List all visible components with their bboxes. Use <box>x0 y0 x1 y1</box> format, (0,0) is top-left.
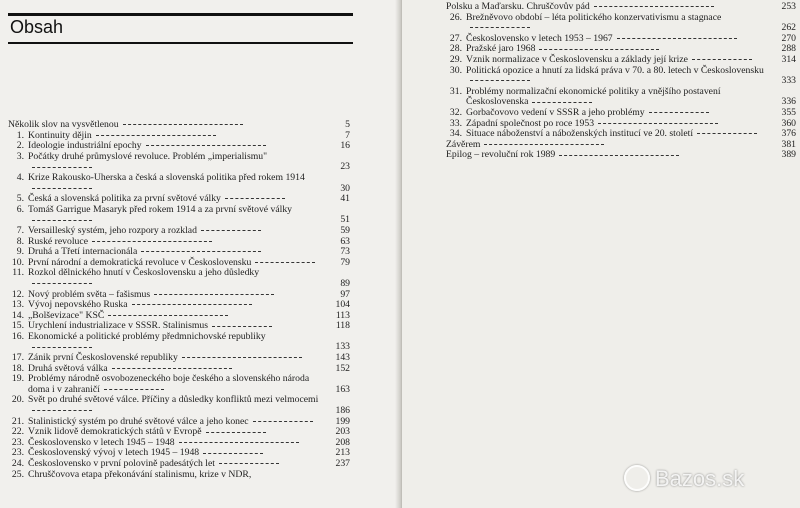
toc-entry-number: 25. <box>11 468 24 480</box>
toc-entry-title: Vznik normalizace v Československu a základy její krize <box>466 53 688 65</box>
toc-entry-title: „Bolševizace" KSČ <box>28 309 105 321</box>
toc-entry-number: 20. <box>11 394 24 406</box>
leader-dashes <box>692 59 752 60</box>
leader-dashes <box>253 421 313 422</box>
toc-entry-title-wrap <box>8 205 350 226</box>
toc-entry-title-wrap <box>446 66 796 87</box>
leader-dashes <box>132 304 252 305</box>
watermark-text: Bazos.sk <box>655 466 745 491</box>
toc-entry <box>8 173 350 194</box>
right-page <box>402 0 800 508</box>
toc-entry-number: 9. <box>16 246 24 258</box>
toc-entry-title: Chruščovova etapa překonávání stalinismu, krize v NDR, <box>28 468 252 480</box>
toc-entry-title-wrap <box>446 150 796 161</box>
toc-entry-page: 143 <box>335 352 350 364</box>
toc-entry-page: 118 <box>335 320 350 332</box>
leader-dashes <box>470 80 530 81</box>
toc-entry-number: 26. <box>449 11 462 23</box>
title-bar <box>8 13 353 44</box>
toc-entry-page: 163 <box>335 383 350 395</box>
toc-entry-page: 203 <box>335 426 350 438</box>
leader-dashes <box>141 251 261 252</box>
toc-entry-page: 270 <box>781 32 796 44</box>
toc-entry-title-wrap <box>446 13 796 34</box>
toc-entry-number: 23. <box>11 447 24 459</box>
toc-entry-page: 104 <box>335 299 350 311</box>
toc-entry-title: Nový problém světa – fašismus <box>28 288 151 300</box>
toc-entry-title: Zánik první Československé republiky <box>28 352 178 364</box>
leader-dashes <box>484 144 604 145</box>
toc-entry-title-wrap <box>8 332 350 353</box>
toc-entry-page: 41 <box>340 193 350 205</box>
toc-entry-page: 355 <box>781 106 796 118</box>
toc-entry <box>446 129 796 140</box>
toc-entry-page: 23 <box>340 161 350 173</box>
leader-dashes <box>255 262 315 263</box>
toc-entry <box>446 87 796 108</box>
toc-entry-number: 11. <box>12 267 24 279</box>
toc-list-left <box>8 120 350 480</box>
leader-dashes <box>104 389 164 390</box>
toc-entry-number: 28. <box>449 43 462 55</box>
toc-entry <box>8 395 350 416</box>
leader-dashes <box>32 347 92 348</box>
toc-entry-title-wrap <box>446 129 796 140</box>
toc-entry-page: 89 <box>340 277 350 289</box>
toc-entry-title: Situace náboženství a náboženských institucí ve 20. století <box>466 128 694 140</box>
toc-entry-title-wrap <box>8 268 350 289</box>
toc-entry-title: Česká a slovenská politika za první světové války <box>28 193 221 205</box>
toc-entry-number: 15. <box>11 320 24 332</box>
toc-entry-page: 360 <box>781 117 796 129</box>
leader-dashes <box>532 102 592 103</box>
toc-entry-page: 59 <box>340 224 350 236</box>
toc-entry-number: 32. <box>449 106 462 118</box>
toc-entry-page: 113 <box>335 309 350 321</box>
leader-dashes <box>201 230 261 231</box>
toc-entry-title: Polsku a Maďarsku. Chruščovův pád <box>446 1 590 12</box>
toc-entry-title: Brežněvovo období – léta politického konzervativismu a stagnace <box>466 11 722 23</box>
toc-entry-title: Pražské jaro 1968 <box>466 43 536 55</box>
toc-entry-number: 7. <box>16 224 24 236</box>
toc-entry-title: Československo v letech 1953 – 1967 <box>466 32 613 44</box>
toc-entry-title-wrap <box>8 470 350 481</box>
leader-dashes <box>219 463 279 464</box>
toc-entry-title: Československo v letech 1945 – 1948 <box>28 436 175 448</box>
toc-entry-number: 21. <box>11 415 24 427</box>
toc-entry-page: 314 <box>781 53 796 65</box>
leader-dashes <box>32 410 92 411</box>
toc-entry <box>8 268 350 289</box>
leader-dashes <box>146 145 266 146</box>
leader-dashes <box>697 133 757 134</box>
toc-entry-page: 237 <box>335 458 350 469</box>
page-title: Obsah <box>10 17 64 37</box>
toc-entry-page: 186 <box>335 405 350 417</box>
toc-entry-number: 8. <box>16 235 24 247</box>
leader-dashes <box>32 188 92 189</box>
toc-entry-title: Kontinuity dějin <box>28 129 92 141</box>
toc-entry-title-wrap <box>8 374 350 395</box>
toc-entry-number: 5. <box>16 193 24 205</box>
toc-entry <box>8 332 350 353</box>
toc-entry-title: Závěrem <box>446 138 481 150</box>
leader-dashes <box>182 357 302 358</box>
leader-dashes <box>123 124 243 125</box>
toc-entry-page: 213 <box>335 447 350 459</box>
leader-dashes <box>594 6 714 7</box>
toc-entry-title: Západní společnost po roce 1953 <box>466 117 595 129</box>
toc-entry-title: Gorbačovovo vedení v SSSR a jeho problémy <box>466 106 645 118</box>
leader-dashes <box>154 294 274 295</box>
toc-entry-number: 31. <box>449 85 462 97</box>
toc-entry-title: Urychlení industrializace v SSSR. Stalinismus <box>28 320 209 332</box>
toc-entry-number: 27. <box>449 32 462 44</box>
toc-entry-number: 12. <box>11 288 24 300</box>
toc-entry-page: 133 <box>335 341 350 353</box>
toc-entry <box>446 150 796 161</box>
toc-entry-page: 97 <box>340 288 350 300</box>
leader-dashes <box>225 198 285 199</box>
leader-dashes <box>108 315 228 316</box>
toc-entry-title: Vývoj nepovského Ruska <box>28 299 128 311</box>
toc-entry <box>446 13 796 34</box>
toc-entry-number: 10. <box>11 256 24 268</box>
leader-dashes <box>598 123 718 124</box>
toc-entry-page: 5 <box>345 119 350 130</box>
toc-entry-number: 17. <box>11 352 24 364</box>
toc-entry-number: 24. <box>11 458 24 469</box>
toc-entry-page: 376 <box>781 128 796 140</box>
leader-dashes <box>617 38 737 39</box>
toc-entry-page: 336 <box>781 96 796 108</box>
toc-entry-number: 4. <box>16 171 24 183</box>
toc-entry-page: 63 <box>340 235 350 247</box>
toc-entry-number: 34. <box>449 128 462 140</box>
leader-dashes <box>539 49 659 50</box>
toc-entry-title: První národní a demokratická revoluce v Československu <box>28 256 252 268</box>
toc-entry-page: 333 <box>781 75 796 87</box>
leader-dashes <box>32 167 92 168</box>
toc-entry <box>446 66 796 87</box>
toc-entry-number: 16. <box>11 330 24 342</box>
leader-dashes <box>649 112 709 113</box>
toc-entry-page: 7 <box>345 129 350 141</box>
toc-entry-page: 253 <box>781 1 796 12</box>
toc-entry-number: 29. <box>449 53 462 65</box>
toc-entry-page: 288 <box>781 43 796 55</box>
leader-dashes <box>32 283 92 284</box>
toc-entry-title: Druhá a Třetí internacionála <box>28 246 138 258</box>
toc-entry-page: 16 <box>340 140 350 152</box>
toc-entry-number: 13. <box>11 299 24 311</box>
leader-dashes <box>212 326 272 327</box>
toc-entry-page: 389 <box>781 149 796 161</box>
leader-dashes <box>92 241 212 242</box>
toc-list-right <box>446 2 796 161</box>
toc-entry-number: 2. <box>16 140 24 152</box>
toc-entry-number: 22. <box>11 426 24 438</box>
toc-entry-title-wrap <box>8 395 350 416</box>
toc-entry-page: 199 <box>335 415 350 427</box>
toc-entry <box>8 470 350 481</box>
toc-entry-title: Ruské revoluce <box>28 235 88 247</box>
toc-entry-title: Problémy normalizační ekonomické politiky a vnějšího postavení Československa <box>466 85 721 108</box>
leader-dashes <box>470 27 530 28</box>
toc-entry <box>8 152 350 173</box>
toc-entry-page: 152 <box>335 362 350 374</box>
toc-entry-number: 19. <box>11 373 24 385</box>
toc-entry-page: 30 <box>340 182 350 194</box>
toc-entry-title: Rozkol dělnického hnutí v Československu a jeho důsledky <box>28 267 260 279</box>
leader-dashes <box>112 368 232 369</box>
toc-entry-title: Počátky druhé průmyslové revoluce. Problém „imperialismu" <box>28 150 268 162</box>
toc-entry-page: 79 <box>340 256 350 268</box>
leader-dashes <box>206 432 266 433</box>
toc-entry-number: 18. <box>11 362 24 374</box>
toc-entry-title: Politická opozice a hnutí za lidská práva v 70. a 80. letech v Československu <box>466 64 764 76</box>
toc-entry-title-wrap <box>446 87 796 108</box>
leader-dashes <box>179 442 299 443</box>
toc-entry-title: Problémy národně osvobozeneckého boje českého a slovenského národa doma i v zahraničí <box>28 373 310 395</box>
toc-entry-page: 208 <box>335 436 350 448</box>
toc-entry-page: 73 <box>340 246 350 258</box>
toc-entry-title: Ekonomické a politické problémy předmnichovské republiky <box>28 330 266 342</box>
toc-entry-title: Několik slov na vysvětlenou <box>8 119 119 130</box>
toc-entry-title: Československý vývoj v letech 1945 – 1948 <box>28 447 200 459</box>
leader-dashes <box>559 155 679 156</box>
leader-dashes <box>203 453 263 454</box>
toc-entry-number: 33. <box>449 117 462 129</box>
toc-entry-title: Svět po druhé světové válce. Příčiny a důsledky konfliktů mezi velmocemi <box>28 394 319 406</box>
toc-entry-number: 6. <box>16 203 24 215</box>
toc-entry-title-wrap <box>8 152 350 173</box>
toc-entry-title: Stalinistický systém po druhé světové válce a jeho konec <box>28 415 249 427</box>
toc-entry-number: 30. <box>449 64 462 76</box>
toc-entry-title: Krize Rakousko-Uherska a česká a slovenská politika před rokem 1914 <box>28 171 305 183</box>
toc-entry <box>8 374 350 395</box>
watermark-logo-icon <box>624 465 650 491</box>
toc-entry-title: Ideologie industriální epochy <box>28 140 142 152</box>
toc-entry-title: Tomáš Garrigue Masaryk před rokem 1914 a za první světové války <box>28 203 293 215</box>
toc-entry-title: Versailleský systém, jeho rozpory a rozklad <box>28 224 197 236</box>
toc-entry-number: 3. <box>16 150 24 162</box>
leader-dashes <box>96 135 216 136</box>
toc-entry-number: 1. <box>16 129 24 141</box>
toc-entry <box>8 205 350 226</box>
toc-entry-title-wrap <box>8 173 350 194</box>
toc-entry-title: Československo v první polovině padesátých let <box>28 458 215 469</box>
toc-entry-title: Vznik lidově demokratických států v Evropě <box>28 426 202 438</box>
toc-entry-page: 51 <box>340 214 350 226</box>
watermark <box>624 466 744 493</box>
toc-entry-title: Epilog – revoluční rok 1989 <box>446 149 556 161</box>
toc-entry-number: 23. <box>11 436 24 448</box>
leader-dashes <box>32 220 92 221</box>
toc-entry-title: Druhá světová válka <box>28 362 108 374</box>
toc-entry-page: 262 <box>781 22 796 34</box>
toc-entry-page: 381 <box>781 138 796 150</box>
toc-entry-number: 14. <box>11 309 24 321</box>
